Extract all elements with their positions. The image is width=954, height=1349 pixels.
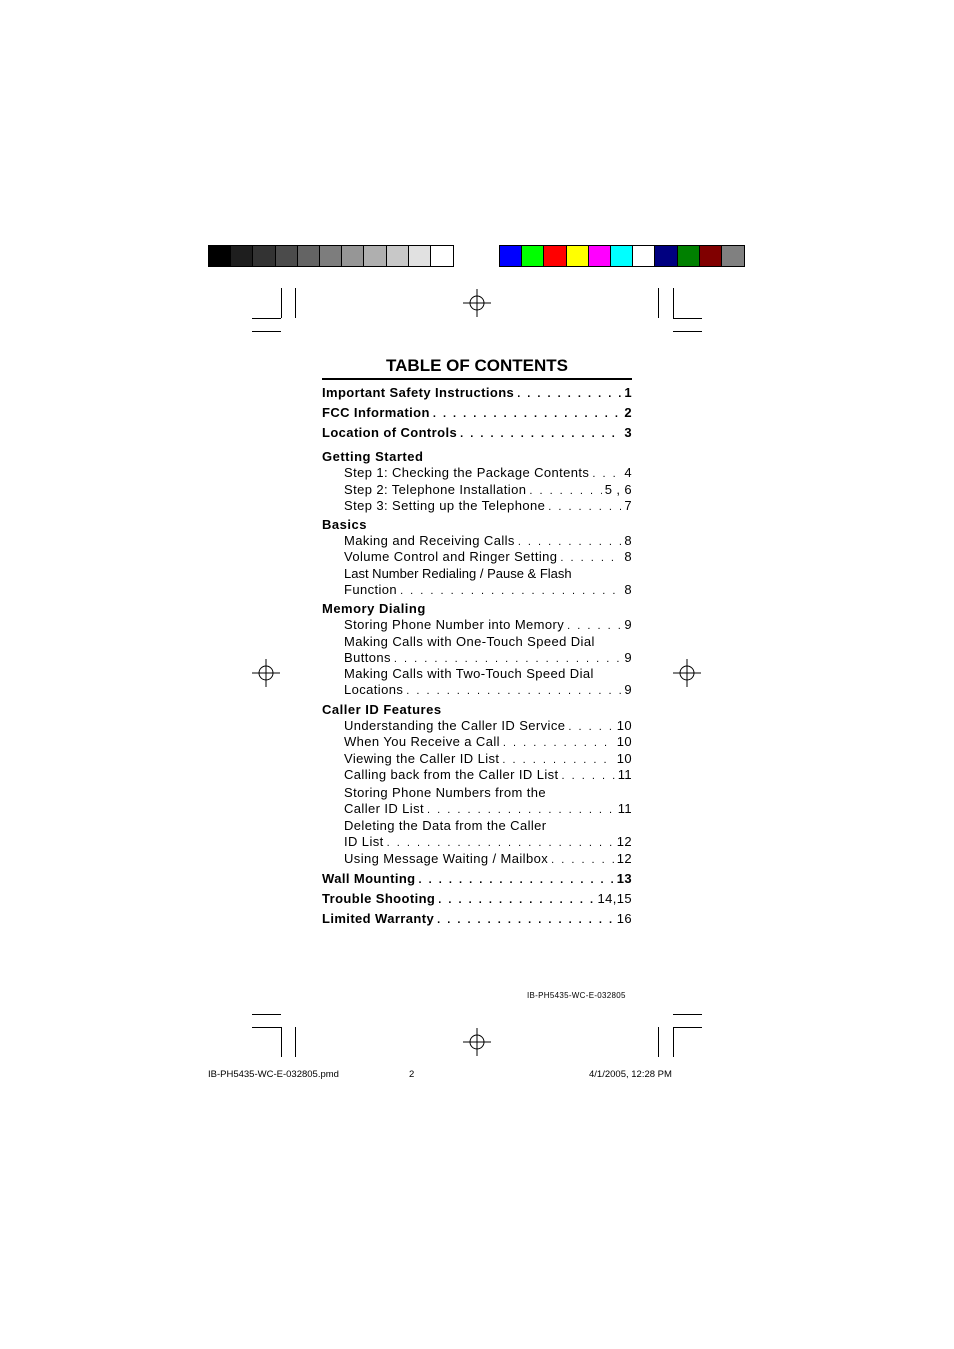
toc-entry[interactable] xyxy=(322,482,632,499)
grayscale-calibration-bar xyxy=(208,245,454,267)
toc-entry-page: 11 xyxy=(617,800,632,816)
dot-leader xyxy=(437,912,614,929)
toc-entry-page: 11 xyxy=(617,767,632,782)
dot-leader xyxy=(433,406,622,423)
toc-entry-label: Step 1: Checking the Package Contents xyxy=(344,465,590,480)
toc-entry[interactable] xyxy=(322,385,632,402)
dot-leader xyxy=(551,852,614,869)
toc-entry-label: Understanding the Caller ID Service xyxy=(344,717,566,733)
crop-mark xyxy=(673,1027,674,1057)
color-swatch xyxy=(500,246,522,266)
toc-entry-page: 8 xyxy=(624,549,632,564)
color-swatch xyxy=(589,246,611,266)
toc-entry-page: 3 xyxy=(624,424,632,440)
toc-entry[interactable] xyxy=(322,751,632,768)
toc-entry[interactable] xyxy=(322,533,632,550)
toc-entry[interactable] xyxy=(322,465,632,482)
table-of-contents xyxy=(322,385,632,928)
crop-mark xyxy=(658,288,659,318)
toc-entry-page: 7 xyxy=(624,498,632,513)
toc-entry-page: 4 xyxy=(624,465,632,480)
toc-entry[interactable] xyxy=(322,834,632,851)
toc-entry[interactable] xyxy=(322,682,632,699)
dot-leader xyxy=(460,426,621,443)
toc-entry[interactable] xyxy=(322,718,632,735)
crop-mark xyxy=(673,1027,702,1028)
toc-entry-label: Location of Controls xyxy=(322,424,458,440)
dot-leader xyxy=(562,768,615,785)
toc-entry-page: 10 xyxy=(616,734,632,749)
registration-mark-icon xyxy=(463,1028,491,1056)
color-swatch xyxy=(431,246,453,266)
toc-entry-page: 12 xyxy=(616,834,632,849)
toc-entry[interactable] xyxy=(322,582,632,599)
color-swatch xyxy=(611,246,633,266)
toc-entry[interactable] xyxy=(322,911,632,928)
toc-entry-label: Limited Warranty xyxy=(322,911,435,926)
crop-mark xyxy=(295,1027,296,1057)
toc-entry-label: Making and Receiving Calls xyxy=(344,532,515,548)
toc-entry-label: Calling back from the Caller ID List xyxy=(344,767,559,782)
color-swatch xyxy=(544,246,566,266)
dot-leader xyxy=(592,466,621,483)
color-swatch xyxy=(253,246,275,266)
registration-mark-icon xyxy=(463,289,491,317)
toc-entry-page: 5 , 6 xyxy=(604,481,632,497)
toc-entry-label-line[interactable]: Making Calls with One-Touch Speed Dial xyxy=(344,633,595,649)
toc-entry-label: Step 3: Setting up the Telephone xyxy=(344,498,546,513)
registration-mark-icon xyxy=(673,659,701,687)
dot-leader xyxy=(517,386,621,403)
color-swatch xyxy=(700,246,722,266)
toc-entry-label: Using Message Waiting / Mailbox xyxy=(344,850,549,866)
crop-mark xyxy=(252,331,281,332)
toc-entry-label: Viewing the Caller ID List xyxy=(344,750,500,766)
dot-leader xyxy=(560,550,621,567)
toc-entry-page: 12 xyxy=(616,850,632,866)
crop-mark xyxy=(252,1027,281,1028)
dot-leader xyxy=(400,583,621,600)
color-swatch xyxy=(298,246,320,266)
dot-leader xyxy=(438,892,594,909)
toc-section-heading[interactable]: Caller ID Features xyxy=(322,701,442,717)
toc-entry[interactable] xyxy=(322,498,632,515)
toc-entry-page: 14,15 xyxy=(597,891,632,906)
registration-mark-icon xyxy=(252,659,280,687)
color-swatch xyxy=(320,246,342,266)
toc-entry[interactable] xyxy=(322,734,632,751)
toc-entry-label: FCC Information xyxy=(322,404,430,420)
footer-timestamp: 4/1/2005, 12:28 PM xyxy=(589,1069,672,1080)
toc-entry-label: Wall Mounting xyxy=(322,871,416,886)
crop-mark xyxy=(673,331,702,332)
dot-leader xyxy=(518,534,622,551)
footer-page-number: 2 xyxy=(409,1069,415,1080)
toc-entry-page: 10 xyxy=(616,750,632,766)
toc-entry-page: 9 xyxy=(624,617,632,632)
crop-mark xyxy=(673,1014,702,1015)
crop-mark xyxy=(673,318,702,319)
crop-mark xyxy=(658,1027,659,1057)
toc-entry[interactable] xyxy=(322,650,632,667)
color-swatch xyxy=(722,246,744,266)
toc-entry-label-line[interactable]: Last Number Redialing / Pause & Flash xyxy=(344,565,572,581)
toc-section-heading[interactable]: Getting Started xyxy=(322,449,424,464)
crop-mark xyxy=(673,288,674,318)
crop-mark xyxy=(295,288,296,318)
toc-section-heading[interactable]: Memory Dialing xyxy=(322,601,426,616)
color-swatch xyxy=(567,246,589,266)
toc-entry-page: 8 xyxy=(624,581,632,597)
toc-entry-label: Volume Control and Ringer Setting xyxy=(344,549,558,564)
toc-entry-label: Locations xyxy=(344,682,404,697)
color-swatch xyxy=(633,246,655,266)
toc-entry-page: 9 xyxy=(624,649,632,665)
title-underline xyxy=(322,378,632,380)
toc-entry[interactable] xyxy=(322,891,632,908)
toc-entry[interactable] xyxy=(322,405,632,422)
toc-entry-page: 1 xyxy=(624,385,632,400)
page-title: TABLE OF CONTENTS xyxy=(386,356,568,375)
dot-leader xyxy=(567,618,621,635)
dot-leader xyxy=(548,499,621,516)
toc-entry-label-line[interactable]: Deleting the Data from the Caller xyxy=(344,818,547,833)
toc-entry-label: Step 2: Telephone Installation xyxy=(344,481,527,497)
dot-leader xyxy=(427,802,615,819)
toc-entry[interactable] xyxy=(322,425,632,442)
toc-entry-label: Buttons xyxy=(344,649,391,665)
crop-mark xyxy=(252,318,281,319)
color-swatch xyxy=(231,246,253,266)
toc-entry-label-line[interactable]: Making Calls with Two-Touch Speed Dial xyxy=(344,666,594,681)
toc-entry[interactable] xyxy=(322,767,632,784)
toc-entry-label: Important Safety Instructions xyxy=(322,385,515,400)
toc-entry-label: Function xyxy=(344,581,398,597)
toc-entry[interactable] xyxy=(322,871,632,888)
toc-entry-label: Trouble Shooting xyxy=(322,891,436,906)
crop-mark xyxy=(252,1014,281,1015)
footer-filename: IB-PH5435-WC-E-032805.pmd xyxy=(208,1069,339,1080)
toc-section-heading[interactable]: Basics xyxy=(322,516,367,532)
toc-entry-label: Caller ID List xyxy=(344,800,425,816)
color-swatch xyxy=(342,246,364,266)
color-swatch xyxy=(678,246,700,266)
toc-entry[interactable] xyxy=(322,851,632,868)
toc-entry[interactable] xyxy=(322,801,632,818)
color-swatch xyxy=(209,246,231,266)
dot-leader xyxy=(387,835,614,852)
crop-mark xyxy=(281,288,282,318)
color-swatch xyxy=(387,246,409,266)
document-code: IB-PH5435-WC-E-032805 xyxy=(527,991,626,1000)
toc-entry-page: 8 xyxy=(624,532,632,548)
toc-entry[interactable] xyxy=(322,549,632,566)
toc-entry-page: 13 xyxy=(616,871,632,886)
dot-leader xyxy=(502,752,613,769)
toc-entry-page: 9 xyxy=(624,682,632,697)
dot-leader xyxy=(503,735,614,752)
toc-entry-page: 16 xyxy=(616,911,632,926)
dot-leader xyxy=(406,683,621,700)
toc-entry-label: Storing Phone Number into Memory xyxy=(344,617,565,632)
color-swatch xyxy=(522,246,544,266)
dot-leader xyxy=(529,483,601,500)
color-swatch xyxy=(655,246,677,266)
color-swatch xyxy=(276,246,298,266)
toc-entry-label: ID List xyxy=(344,834,384,849)
color-calibration-bar xyxy=(499,245,745,267)
toc-entry-label: When You Receive a Call xyxy=(344,734,500,749)
toc-entry-page: 10 xyxy=(616,717,632,733)
dot-leader xyxy=(568,719,613,736)
toc-entry-page: 2 xyxy=(624,404,632,420)
toc-entry[interactable] xyxy=(322,617,632,634)
color-swatch xyxy=(364,246,386,266)
toc-entry-label-line[interactable]: Storing Phone Numbers from the xyxy=(344,784,547,800)
crop-mark xyxy=(281,1027,282,1057)
color-swatch xyxy=(409,246,431,266)
dot-leader xyxy=(419,872,614,889)
dot-leader xyxy=(394,651,621,668)
